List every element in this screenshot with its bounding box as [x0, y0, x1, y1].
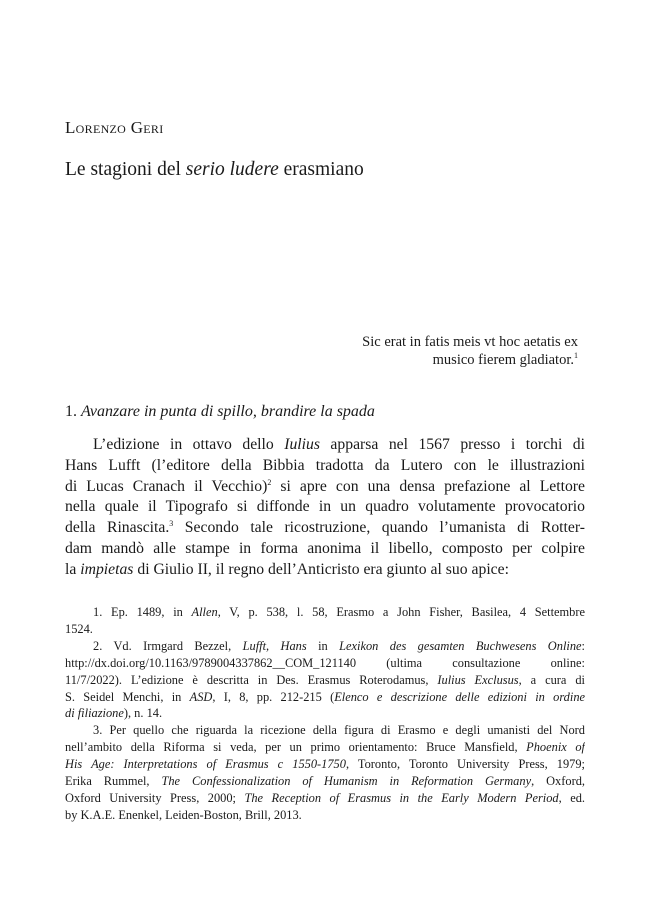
text: ), n. 14. [123, 706, 163, 721]
text: , Toronto, Toronto University Press, 1979; [345, 757, 585, 772]
footnote-ref[interactable]: 3 [169, 518, 174, 528]
text-line: nella quale il Tipografo si diffonde in un quadro volutamente provocatorio [65, 498, 585, 516]
italic-text: The Reception of Erasmus in the Early Modern Period [244, 790, 559, 805]
text: di Giulio II, il regno dell’Anticristo era giunto al suo apice: [133, 560, 509, 578]
text: , Oxford, [531, 774, 585, 789]
text: , I, 8, pp. 212-215 ( [212, 689, 335, 704]
footnote-1-cont: 1524. [65, 621, 93, 636]
text: 1. Ep. 1489, in [93, 605, 192, 619]
text-line: Hans Lufft (l’editore della Bibbia tradotta da Lutero con le illustrazioni [65, 456, 585, 474]
body-paragraph [65, 435, 585, 581]
footnote-3-cont [65, 739, 585, 756]
section-title: Avanzare in punta di spillo, brandire la spada [81, 403, 375, 420]
footnotes [65, 604, 585, 824]
chapter-title [65, 159, 364, 181]
italic-text: His Age: Interpretations of Erasmus c 1550-1750 [65, 757, 346, 772]
italic-text: Iulius [284, 436, 320, 453]
text: della Rinascita. [65, 519, 170, 537]
italic-text: Lexikon des gesamten Buchwesens Online [339, 638, 582, 653]
title-part: erasmiano [278, 159, 364, 180]
text: 11/7/2022). L’edizione è descritta in Des. Erasmus Roterodamus, [65, 672, 438, 687]
footnote-3: 3. Per quello che riguarda la ricezione della figura di Erasmo e degli umanisti del Nord [93, 723, 585, 738]
title-part: Le stagioni del [65, 159, 186, 180]
footnote-2-url[interactable]: http://dx.doi.org/10.1163/9789004337862__COM_121140 (ultima consultazione online: [65, 655, 585, 670]
text: 2. Vd. Irmgard Bezzel, [93, 638, 243, 653]
text-line [65, 477, 585, 498]
title-italic: serio ludere [185, 159, 279, 180]
section-number: 1. [65, 403, 81, 420]
footnote-3-cont [65, 790, 585, 807]
footnote-ref[interactable]: 1 [574, 351, 578, 361]
text: nell’ambito della Riforma si veda, per un primo orientamento: Bruce Mansfield, [65, 740, 527, 755]
text: , ed. [558, 790, 585, 805]
italic-text: The Confessionalization of Humanism in Reformation Germany [161, 774, 532, 789]
footnote-3-cont [65, 756, 585, 773]
epigraph-line: Sic erat in fatis meis vt hoc aetatis ex [362, 334, 578, 350]
text: in [306, 638, 340, 653]
epigraph-line [278, 351, 578, 369]
text: apparsa nel 1567 presso i torchi di [319, 436, 585, 453]
text-line [65, 435, 585, 456]
text-line [65, 518, 585, 539]
text: Oxford University Press, 2000; [65, 790, 245, 805]
text: : [581, 638, 585, 653]
text: , a cura di [518, 672, 585, 687]
footnote-3-cont: by K.A.E. Enenkel, Leiden-Boston, Brill, 2013. [65, 807, 302, 822]
italic-text: Allen [191, 605, 218, 619]
footnote-3-cont [65, 773, 585, 790]
text: di Lucas Cranach il Vecchio) [65, 477, 268, 495]
text: si apre con una densa prefazione al Lettore [271, 477, 585, 495]
footnote-2-cont [65, 689, 585, 706]
footnote-2 [65, 638, 585, 655]
footnote-2-cont [65, 705, 585, 722]
epigraph-text: musico fierem gladiator. [432, 352, 574, 368]
author-name: Lorenzo Geri [65, 118, 164, 137]
text: Erika Rummel, [65, 774, 162, 789]
italic-text: Phoenix of [526, 740, 585, 755]
italic-text: Elenco e descrizione delle edizioni in ordine [334, 689, 585, 704]
text: , V, p. 538, l. 58, Erasmo a John Fisher, Basilea, 4 Settembre [217, 605, 585, 619]
text-line [65, 560, 585, 581]
italic-text: Lufft, Hans [242, 638, 307, 653]
footnote-2-cont [65, 672, 585, 689]
footnote-1 [65, 604, 585, 621]
italic-text: impietas [80, 560, 134, 578]
italic-text: ASD [189, 689, 213, 704]
text-line: dam mandò alle stampe in forma anonima il libello, composto per colpire [65, 539, 585, 557]
text: la [65, 560, 81, 578]
footnote-ref[interactable]: 2 [267, 477, 272, 487]
italic-text: Iulius Exclusus [437, 672, 519, 687]
text: Secondo tale ricostruzione, quando l’umanista di Rotter- [173, 519, 585, 537]
text: S. Seidel Menchi, in [65, 689, 190, 704]
epigraph [278, 333, 578, 369]
section-heading [65, 403, 375, 421]
italic-text: di filiazione [65, 706, 124, 721]
text: L’edizione in ottavo dello [93, 436, 285, 453]
